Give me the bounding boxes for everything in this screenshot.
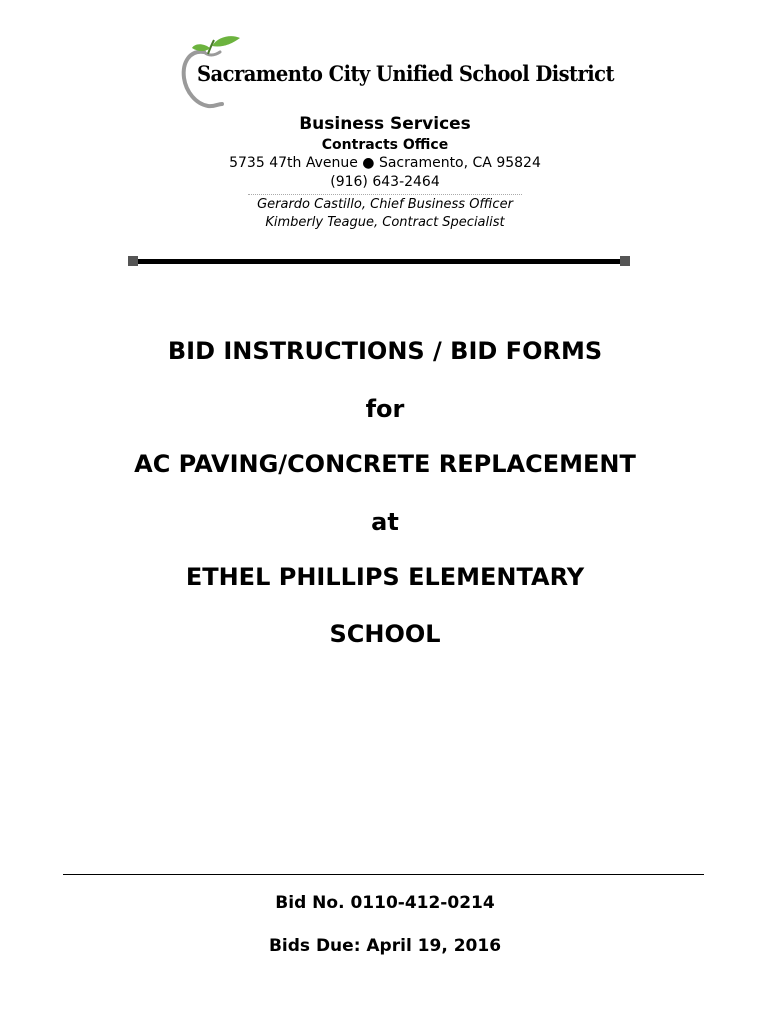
district-logo: [180, 34, 614, 110]
footer-rule: [63, 874, 704, 875]
document-title: BID INSTRUCTIONS / BID FORMS: [167, 337, 603, 365]
project-name: AC PAVING/CONCRETE REPLACEMENT: [134, 450, 636, 478]
chief-business-officer: Gerardo Castillo, Chief Business Officer: [257, 197, 513, 212]
section-divider-bar: [132, 259, 626, 264]
office-name: Contracts Office: [321, 137, 449, 153]
office-address: 5735 47th Avenue ● Sacramento, CA 95824: [229, 155, 541, 171]
school-name-line1: ETHEL PHILLIPS ELEMENTARY: [185, 563, 585, 591]
title-connector-for: for: [365, 395, 405, 423]
contract-specialist: Kimberly Teague, Contract Specialist: [265, 215, 505, 230]
bids-due-date: Bids Due: April 19, 2016: [268, 936, 502, 956]
department-name: Business Services: [299, 114, 471, 134]
office-phone: (916) 643-2464: [330, 174, 440, 190]
district-name: Sacramento City Unified School District: [197, 61, 614, 86]
divider-cap-right: [620, 256, 630, 266]
header-divider: [248, 194, 522, 195]
school-name-line2: SCHOOL: [329, 620, 441, 648]
title-connector-at: at: [371, 508, 399, 536]
bid-number: Bid No. 0110-412-0214: [275, 893, 495, 913]
divider-cap-left: [128, 256, 138, 266]
